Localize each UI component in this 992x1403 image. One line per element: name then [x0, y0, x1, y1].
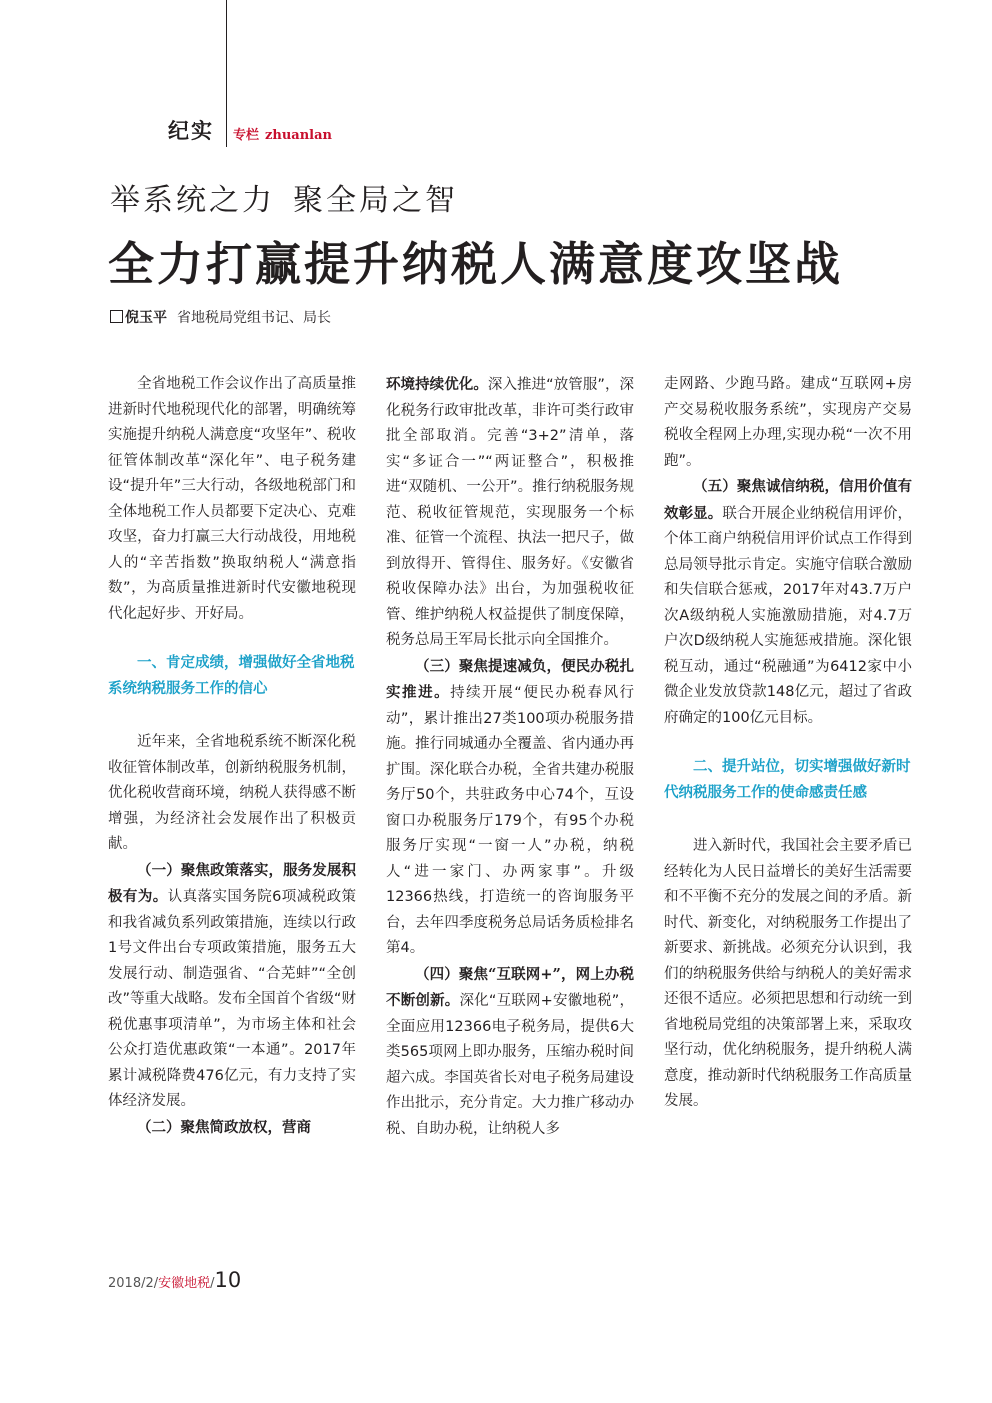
masthead-rule: [226, 0, 227, 147]
subsection-lead-cont: 环境持续优化。: [386, 376, 488, 393]
section-heading-2: 二、提升站位，切实增强做好新时代纳税服务工作的使命感责任感: [664, 759, 911, 801]
subsection-lead: （四）聚焦“互联网+”，网上办税不断创新。: [386, 965, 634, 1009]
byline-author: 倪玉平: [125, 310, 167, 326]
subsection-lead: （二）聚焦简政放权，营商: [137, 1118, 311, 1136]
paragraph: 深入推进“放管服”，深化税务行政审批改革，非许可类行政审批全部取消。完善“3+2”清单，落实“多证合一”“两证整合”，积极推进“双随机、一公开”。推行纳税服务规范、税收征管规范，实现服务一个标准、征管一个流程、执法一把尺子，做到放得开、管得住、服务好。《安徽省税收保障办法》出台，为加强税收征管、维护纳税人权益提供了制度保障，税务总局王军局长批示向全国推介。: [386, 377, 634, 648]
column-label-latin: zhuanlan: [265, 128, 332, 143]
page-footer: [108, 1268, 241, 1292]
byline: [110, 307, 331, 327]
issue-date: 2018/2/: [108, 1276, 159, 1291]
paragraph: 近年来，全省地税系统不断深化税收征管体制改革，创新纳税服务机制，优化税收营商环境，纳税人获得感不断增强，为经济社会发展作出了积极贡献。: [108, 734, 356, 852]
column-label-zh: 专栏: [233, 128, 260, 143]
magazine-name: 安徽地税: [158, 1276, 211, 1291]
subsection-lead: （一）聚焦政策落实，服务发展积极有为。: [108, 861, 356, 905]
byline-box-icon: [110, 310, 123, 323]
section-heading-1: 一、肯定成绩，增强做好全省地税系统纳税服务工作的信心: [108, 655, 355, 697]
column-name: 纪实: [168, 119, 214, 143]
column-1: [108, 372, 356, 1141]
column-label: [233, 124, 332, 143]
byline-title: 省地税局党组书记、局长: [177, 310, 331, 326]
paragraph: 联合开展企业纳税信用评价，个体工商户纳税信用评价试点工作得到总局领导批示肯定。实施守信联合激励和失信联合惩戒，2017年对43.7万户次A级纳税人实施激励措施，对4.7万户次D级纳税人实施惩戒措施。深化银税互动，通过“税融通”为6412家中小微企业发放贷款148亿元，超过了省政府确定的100亿元目标。: [664, 505, 912, 726]
subsection-lead: （三）聚焦提速减负，便民办税扎实推进。: [386, 657, 634, 701]
subsection-lead: （五）聚焦诚信纳税，信用价值有效彰显。: [664, 478, 912, 522]
paragraph: 深化“互联网+安徽地税”，全面应用12366电子税务局，提供6大类565项网上即办服务，压缩办税时间超六成。李国英省长对电子税务局建设作出批示，充分肯定。大力推广移动办税、自助办税，让纳税人多: [386, 993, 634, 1137]
paragraph: 进入新时代，我国社会主要矛盾已经转化为人民日益增长的美好生活需要和不平衡不充分的发展之间的矛盾。新时代、新变化，对纳税服务工作提出了新要求、新挑战。必须充分认识到，我们的纳税服务供给与纳税人的美好需求还很不适应。必须把思想和行动统一到省地税局党组的决策部署上来，采取攻坚行动，优化纳税服务，提升纳税人满意度，推动新时代纳税服务工作高质量发展。: [664, 838, 912, 1109]
intro-paragraph: 全省地税工作会议作出了高质量推进新时代地税现代化的部署，明确统筹实施提升纳税人满意度“攻坚年”、税收征管体制改革“深化年”、电子税务建设“提升年”三大行动，各级地税部门和全体地税工作人员都要下定决心、克难攻坚，奋力打赢三大行动战役，用地税人的“辛苦指数”换取纳税人“满意指数”，为高质量推进新时代安徽地税现代化起好步、开好局。: [108, 376, 356, 622]
paragraph: 持续开展“便民办税春风行动”，累计推出27类100项办税服务措施。推行同城通办全覆盖、省内通办再扩围。深化联合办税，全省共建办税服务厅50个，共驻政务中心74个，互设窗口办税服务厅179个，有95个办税服务厅实现“一窗一人”办税，纳税人“进一家门、办两家事”。升级12366热线，打造统一的咨询服务平台，去年四季度税务总局话务质检排名第4。: [386, 685, 635, 956]
page-number: 10: [214, 1268, 242, 1292]
footer-separator: /: [210, 1276, 215, 1291]
paragraph: 认真落实国务院6项减税政策和我省减负系列政策措施，连续以行政1号文件出台专项政策措施，服务五大发展行动、制造强省、“合芜蚌”“全创改”等重大战略。发布全国首个省级“财税优惠事项清单”，为市场主体和社会公众打造优惠政策“一本通”。2017年累计减税降费476亿元，有力支持了实体经济发展。: [108, 889, 357, 1109]
headline: 全力打赢提升纳税人满意度攻坚战: [108, 237, 843, 291]
kicker-part1: 举系统之力: [110, 183, 275, 218]
kicker-part2: 聚全局之智: [293, 183, 458, 218]
paragraph: 走网路、少跑马路。建成“互联网+房产交易税收服务系统”，实现房产交易税收全程网上办理,实现办税“一次不用跑”。: [664, 376, 912, 469]
column-2: [386, 372, 634, 1142]
kicker-title: [110, 175, 458, 219]
column-3: [664, 372, 912, 1115]
